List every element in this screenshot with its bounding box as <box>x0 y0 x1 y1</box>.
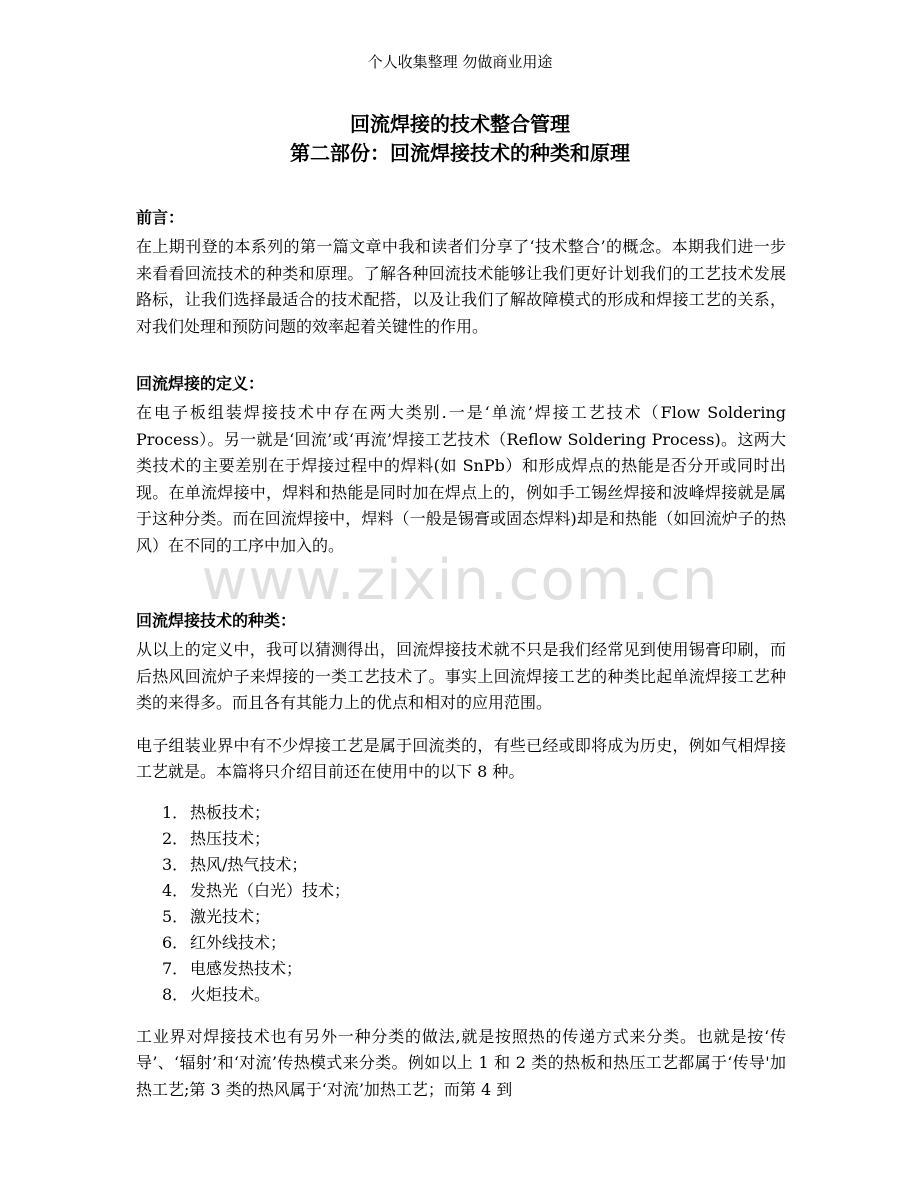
definition-section <box>136 371 786 559</box>
list-item: 1． 热板技术； <box>162 802 271 822</box>
types-paragraph-2: 电子组装业界中有不少焊接工艺是属于回流类的，有些已经或即将成为历史，例如气相焊接工艺就是。本篇将只介绍目前还在使用中的以下 8 种。 <box>136 735 786 781</box>
document-subtitle: 第二部份：回流焊接技术的种类和原理 <box>290 141 630 165</box>
list-item: 7． 电感发热技术； <box>162 958 303 978</box>
types-paragraph-3: 工业界对焊接技术也有另外一种分类的做法,就是按照热的传递方式来分类。也就是按‘传导’、‘辐射’和‘对流’传热模式来分类。例如以上 1 和 2 类的热板和热压工艺都属于‘传导'加热工艺;第 3 类的热风属于‘对流’加热工艺；而第 4 到 <box>136 1026 786 1099</box>
types-section <box>136 608 786 1103</box>
watermark: www.zixin.com.cn <box>201 548 719 613</box>
list-item: 5． 激光技术； <box>162 906 271 926</box>
definition-paragraph: 在电子板组装焊接技术中存在两大类别.一是‘单流’焊接工艺技术（Flow Soldering Process）。另一就是‘回流’或‘再流’焊接工艺技术（Reflow Soldering Process)。这两大类技术的主要差别在于焊接过程中的焊料(如 SnPb）和形成焊点的热能是否分开或同时出现。在单流焊接中，焊料和热能是同时加在焊点上的，例如手工锡丝焊接和波峰焊接就是属于这种分类。而在回流焊接中，焊料（一般是锡膏或固态焊料)却是和热能（如回流炉子的热风）在不同的工序中加入的。 <box>136 403 786 555</box>
types-paragraph-1: 从以上的定义中，我可以猜测得出，回流焊接技术就不只是我们经常见到使用锡膏印刷，而后热风回流炉子来焊接的一类工艺技术了。事实上回流焊接工艺的种类比起单流焊接工艺种类的来得多。而且各有其能力上的优点和相对的应用范围。 <box>136 640 786 712</box>
list-item: 6． 红外线技术； <box>162 932 287 952</box>
preface-heading: 前言： <box>136 208 185 227</box>
list-item: 4． 发热光（白光）技术； <box>162 880 351 900</box>
document-title: 回流焊接的技术整合管理 <box>350 112 570 136</box>
definition-heading: 回流焊接的定义： <box>136 374 265 393</box>
types-heading: 回流焊接技术的种类： <box>136 611 297 630</box>
list-item: 2． 热压技术； <box>162 828 271 848</box>
list-item: 3． 热风/热气技术； <box>162 854 308 874</box>
preface-paragraph: 在上期刊登的本系列的第一篇文章中我和读者们分享了‘技术整合’的概念。本期我们进一步来看看回流技术的种类和原理。了解各种回流技术能够让我们更好计划我们的工艺技术发展路标，让我们选择最适合的技术配搭，以及让我们了解故障模式的形成和焊接工艺的关系，对我们处理和预防问题的效率起着关键性的作用。 <box>136 237 786 336</box>
list-item: 8． 火炬技术。 <box>162 984 271 1004</box>
page-header: 个人收集整理 勿做商业用途 <box>367 53 553 71</box>
preface-section <box>136 205 786 340</box>
technique-list <box>136 800 786 1008</box>
